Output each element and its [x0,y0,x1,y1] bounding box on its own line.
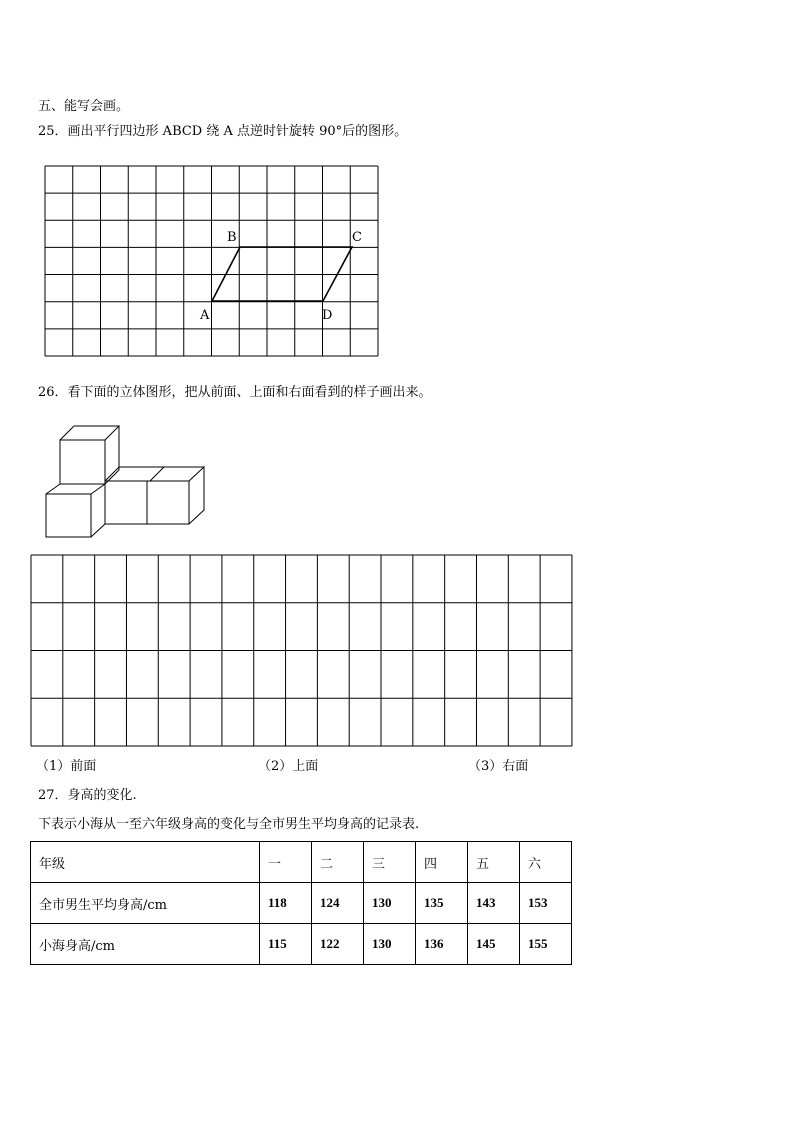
header-cell: 五 [468,842,520,883]
caption-front-view: （1）前面 [36,759,97,774]
table-row [31,883,572,924]
caption-right-view: （3）右面 [468,759,529,774]
section-title: 五、能写会画。 [38,99,130,114]
table-cell: 130 [364,883,416,924]
header-cell: 六 [520,842,572,883]
table-cell: 115 [260,924,312,965]
table-cell: 153 [520,883,572,924]
table-cell: 143 [468,883,520,924]
cube-figure [46,426,204,537]
vertex-label-a: A [200,308,210,323]
vertex-label-d: D [322,308,333,323]
question-27-title: 27．身高的变化. [38,788,137,803]
row-label: 小海身高/cm [31,924,260,965]
table-header-row [31,842,572,883]
header-cell: 三 [364,842,416,883]
header-cell: 一 [260,842,312,883]
question-26-text: 26．看下面的立体图形，把从前面、上面和右面看到的样子画出来。 [38,385,432,400]
vertex-label-c: C [352,230,362,245]
table-cell: 135 [416,883,468,924]
header-cell: 四 [416,842,468,883]
question-27-description: 下表示小海从一至六年级身高的变化与全市男生平均身高的记录表. [38,817,420,832]
table-cell: 155 [520,924,572,965]
height-record-table [30,841,572,965]
table-cell: 124 [312,883,364,924]
row-label: 全市男生平均身高/cm [31,883,260,924]
drawing-grid [31,555,572,746]
header-cell: 二 [312,842,364,883]
question-25-text: 25．画出平行四边形 ABCD 绕 A 点逆时针旋转 90°后的图形。 [38,124,408,139]
table-row [31,924,572,965]
square-grid [45,166,378,356]
table-cell: 145 [468,924,520,965]
table-cell: 118 [260,883,312,924]
table-cell: 130 [364,924,416,965]
vertex-label-b: B [227,230,237,245]
parallelogram-abcd [212,247,352,301]
table-cell: 122 [312,924,364,965]
caption-top-view: （2）上面 [258,759,319,774]
table-cell: 136 [416,924,468,965]
header-grade: 年级 [31,842,260,883]
